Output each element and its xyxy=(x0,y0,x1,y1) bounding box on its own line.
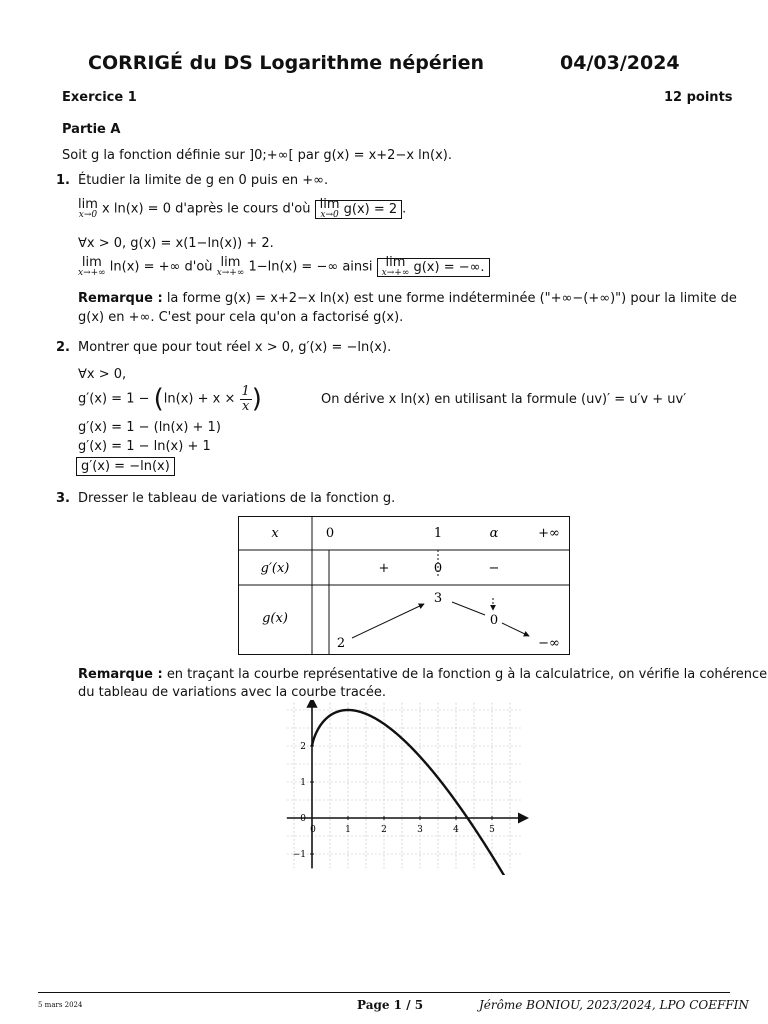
q3-remark-line2: du tableau de variations avec la courbe tracée. xyxy=(78,685,387,700)
x-tick-label: 2 xyxy=(381,825,387,835)
q2-line3: g′(x) = 1 − (ln(x) + 1) xyxy=(78,420,221,435)
intro-text: Soit g la fonction définie sur ]0;+∞[ par g(x) = x+2−x ln(x). xyxy=(62,148,452,163)
q2-statement: Montrer que pour tout réel x > 0, g′(x) = −ln(x). xyxy=(78,340,392,355)
q2-note: On dérive x ln(x) en utilisant la formule (uv)′ = u′v + uv′ xyxy=(321,392,687,407)
exercise-points: 12 points xyxy=(664,90,733,105)
table-gprime-label: g′(x) xyxy=(260,561,290,576)
table-x-label: x xyxy=(271,526,279,541)
x-tick-label: 3 xyxy=(417,825,423,835)
q1-line3: lim x→+∞ ln(x) = +∞ d'où lim x→+∞ 1−ln(x) = −∞ ainsi lim x→+∞ g(x) = −∞. xyxy=(78,256,490,278)
table-sign-plus: + xyxy=(378,561,390,576)
footer-rule xyxy=(38,992,730,993)
table-sign-zero: 0 xyxy=(433,561,443,576)
table-x1: 1 xyxy=(433,526,443,541)
part-title: Partie A xyxy=(62,122,121,137)
q3-number: 3. xyxy=(56,491,70,506)
table-value-start: 2 xyxy=(336,636,346,651)
footer-page: Page 1 / 5 xyxy=(357,998,424,1012)
variation-table xyxy=(238,516,570,656)
table-g-label: g(x) xyxy=(262,611,288,626)
q1-remark-line2: g(x) en +∞. C'est pour cela qu'on a factorisé g(x). xyxy=(78,310,404,325)
q1-statement: Étudier la limite de g en 0 puis en +∞. xyxy=(78,173,329,188)
table-x-alpha: α xyxy=(489,526,499,541)
table-x-inf: +∞ xyxy=(538,526,560,541)
y-tick-label: 1 xyxy=(300,778,306,788)
x-tick-label: 4 xyxy=(453,825,459,835)
exercise-title: Exercice 1 xyxy=(62,90,137,105)
q1-line1: lim x→0 x ln(x) = 0 d'après le cours d'où lim x→0 g(x) = 2 . xyxy=(78,197,407,220)
q3-statement: Dresser le tableau de variations de la fonction g. xyxy=(78,491,396,506)
q2-result: g′(x) = −ln(x) xyxy=(76,459,175,474)
y-tick-label: 2 xyxy=(300,742,306,752)
curve-g xyxy=(312,710,504,875)
header-date: 04/03/2024 xyxy=(560,52,680,74)
q3-remark-line1: Remarque : en traçant la courbe représentative de la fonction g à la calculatrice, on vérifie la cohérence xyxy=(78,667,768,682)
table-value-zero: 0 xyxy=(489,613,499,628)
q2-number: 2. xyxy=(56,340,70,355)
y-tick-label: −1 xyxy=(292,850,306,860)
q2-line2: g′(x) = 1 − (ln(x) + x × $\frac{1}{x}$ ) xyxy=(78,383,262,414)
table-value-end: −∞ xyxy=(538,636,560,651)
q1-number: 1. xyxy=(56,173,70,188)
q2-line1: ∀x > 0, xyxy=(78,367,127,382)
footer-author: Jérôme BONIOU, 2023/2024, LPO COEFFIN xyxy=(479,998,749,1012)
footer-date: 5 mars 2024 xyxy=(38,1001,83,1009)
q1-line2: ∀x > 0, g(x) = x(1−ln(x)) + 2. xyxy=(78,236,274,251)
q2-line4: g′(x) = 1 − ln(x) + 1 xyxy=(78,439,211,454)
q1-remark-line1: Remarque : la forme g(x) = x+2−x ln(x) est une forme indéterminée ("+∞−(+∞)") pour la limite de xyxy=(78,291,737,306)
x-tick-label: 0 xyxy=(310,825,316,835)
table-sign-minus: − xyxy=(488,561,500,576)
x-tick-label: 5 xyxy=(489,825,495,835)
function-graph xyxy=(280,700,530,875)
y-tick-label: 0 xyxy=(300,814,306,824)
table-x0: 0 xyxy=(325,526,335,541)
page-title: CORRIGÉ du DS Logarithme népérien xyxy=(88,52,484,74)
x-tick-label: 1 xyxy=(345,825,351,835)
table-value-max: 3 xyxy=(433,591,443,606)
